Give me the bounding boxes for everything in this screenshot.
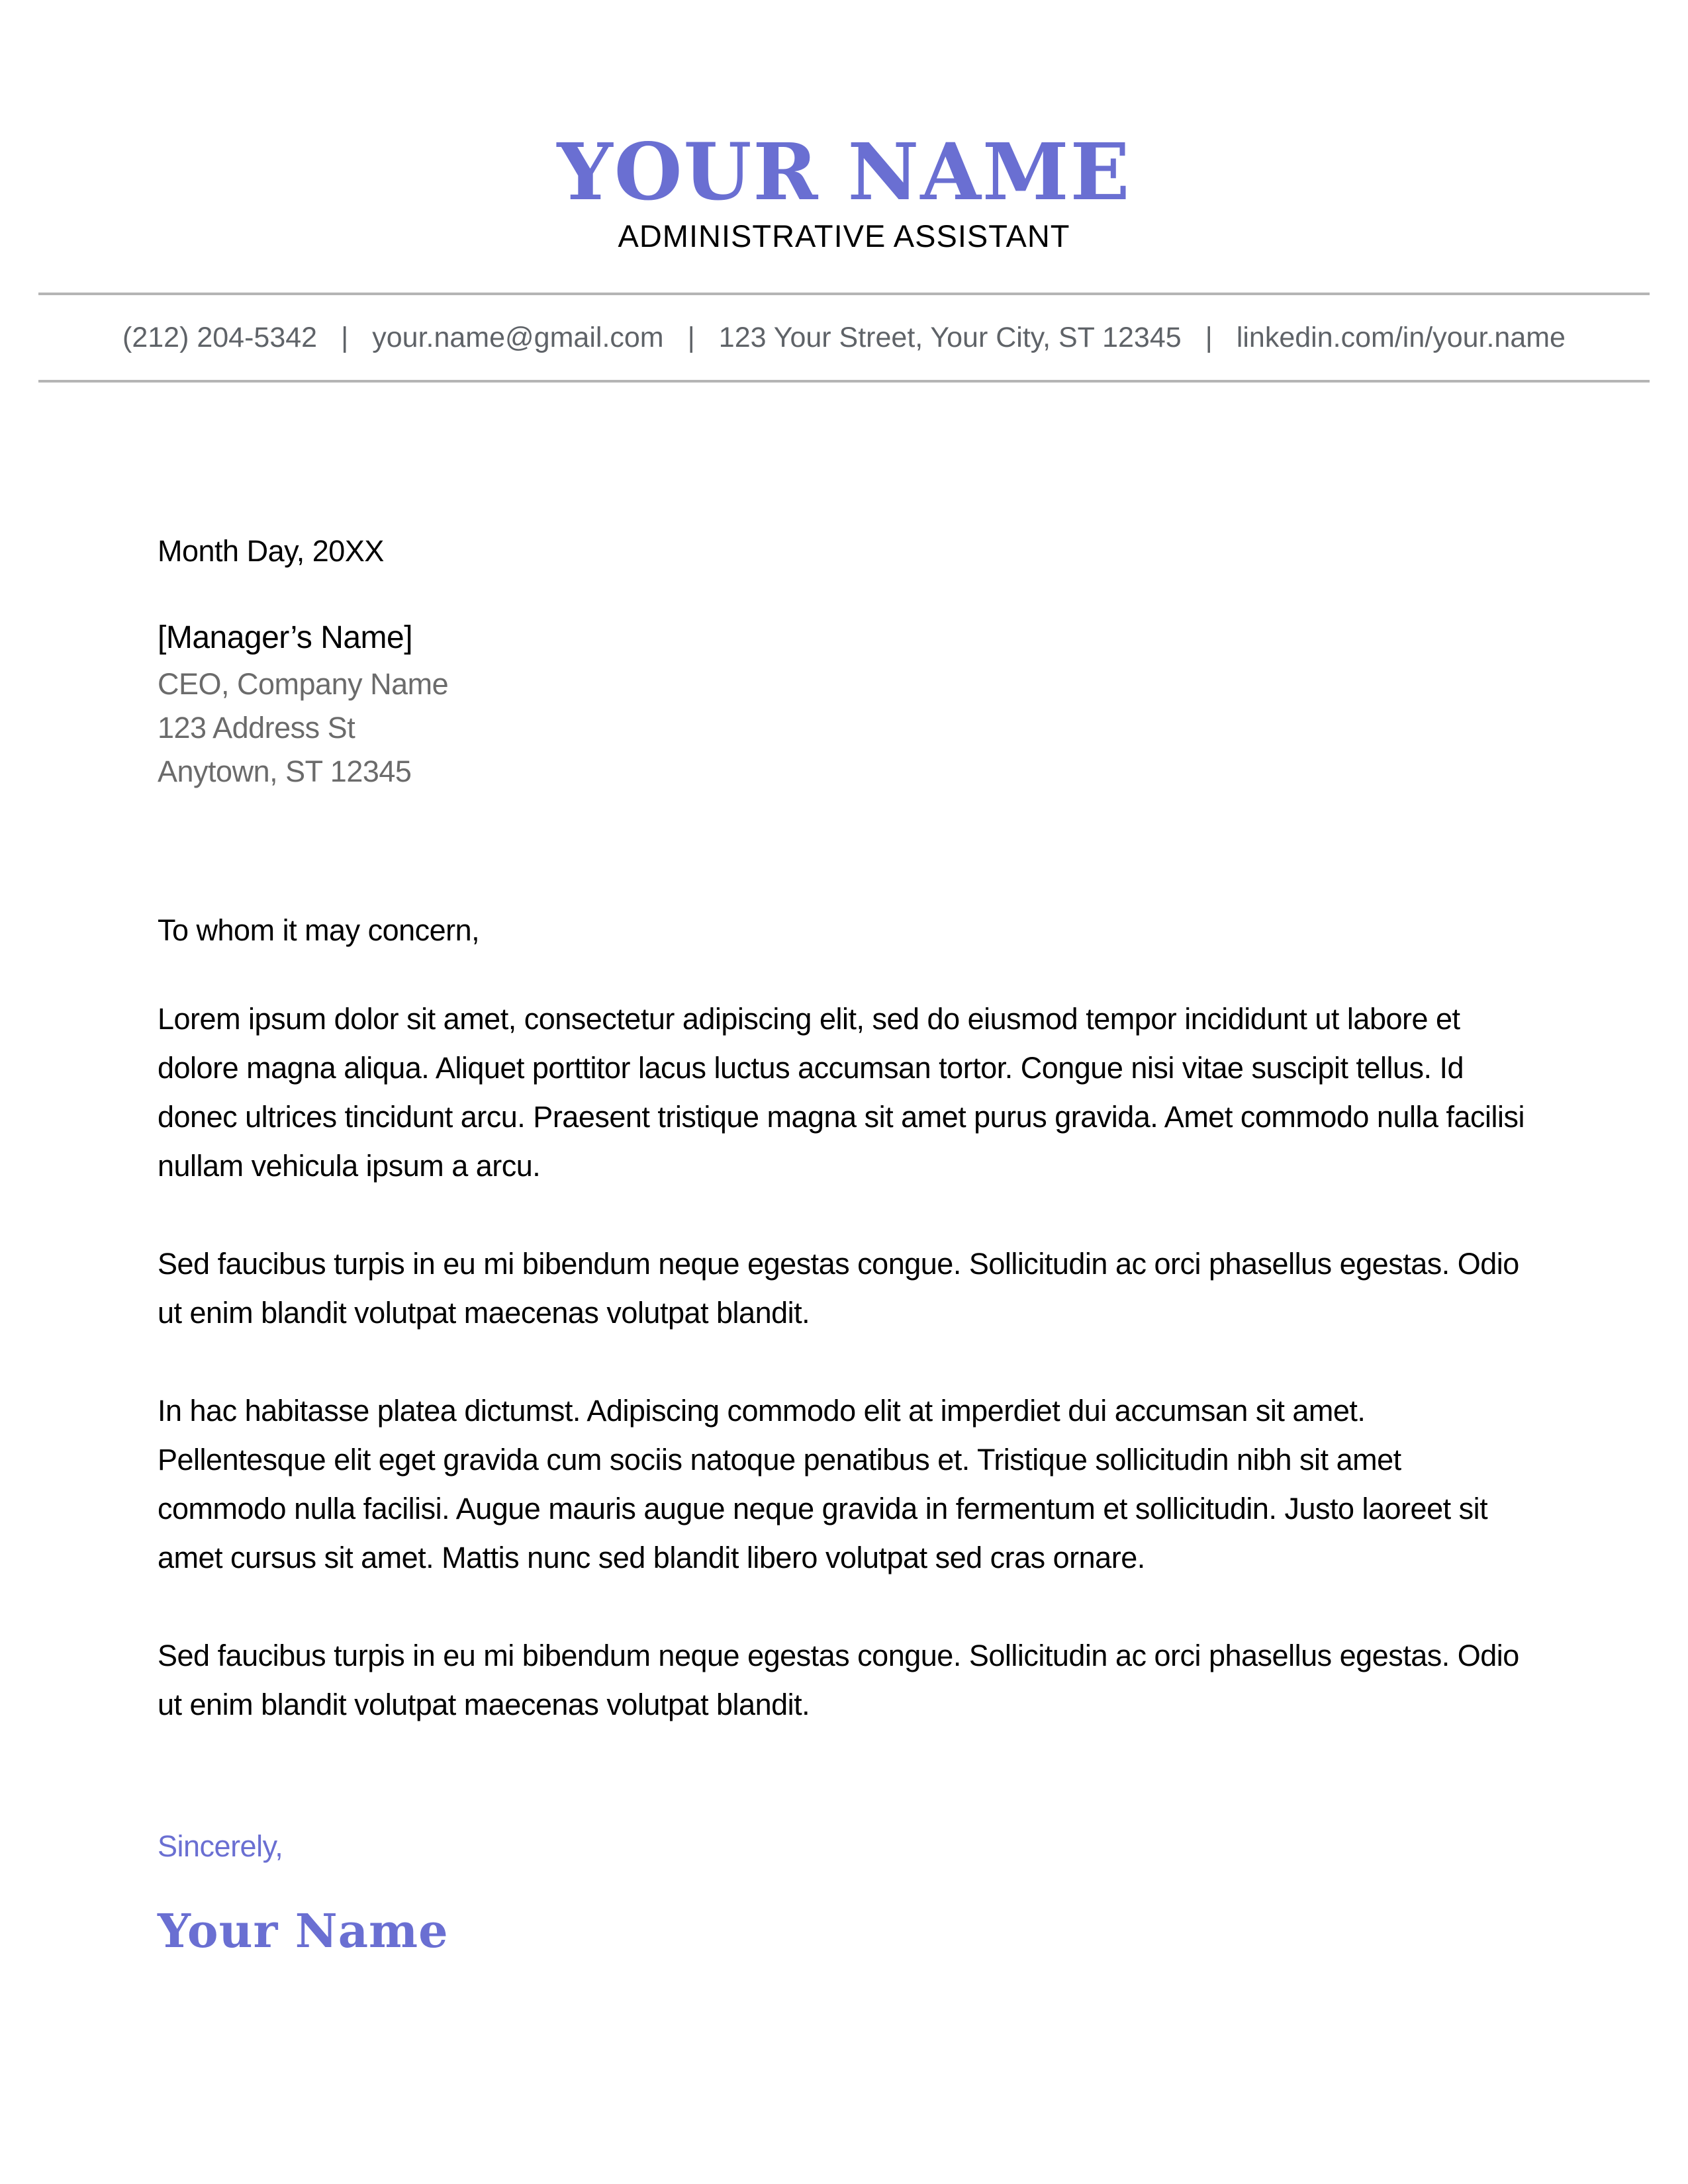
recipient-address-line2: Anytown, ST 12345 <box>158 754 412 788</box>
body-paragraph-3: In hac habitasse platea dictumst. Adipiscing commodo elit at imperdiet dui accumsan sit amet. Pellentesque elit eget gravida cum sociis natoque penatibus et. Tristique sollicitudin nibh sit amet commodo nulla facilisi. Augue mauris augue neque gravida in fermentum et sollicitudin. Justo laoreet sit amet cursus sit amet. Mattis nunc sed blandit libero volutpat sed cras ornare. <box>158 1394 1488 1574</box>
separator: | <box>1205 322 1213 353</box>
email-text: your.name@gmail.com <box>372 322 664 353</box>
phone-text: (212) 204-5342 <box>122 322 318 353</box>
salutation-text: To whom it may concern, <box>158 913 480 947</box>
body-paragraph-2: Sed faucibus turpis in eu mi bibendum neque egestas congue. Sollicitudin ac orci phasellus egestas. Odio ut enim blandit volutpat maecenas volutpat blandit. <box>158 1247 1519 1330</box>
header-title: ADMINISTRATIVE ASSISTANT <box>618 218 1070 253</box>
date-text: Month Day, 20XX <box>158 534 384 568</box>
separator: | <box>341 322 349 353</box>
recipient-name: [Manager’s Name] <box>158 620 413 655</box>
body-paragraph-1: Lorem ipsum dolor sit amet, consectetur adipiscing elit, sed do eiusmod tempor incididunt ut labore et dolore magna aliqua. Aliquet porttitor lacus luctus accumsan tortor. Congue nisi vitae suscipit tellus. Id donec ultrices tincidunt arcu. Praesent tristique magna sit amet purus gravida. Amet commodo nulla facilisi nullam vehicula ipsum a arcu. <box>158 1002 1525 1183</box>
divider-bottom <box>38 380 1650 383</box>
signature-text: Your Name <box>158 1903 449 1958</box>
body-paragraph-4: Sed faucibus turpis in eu mi bibendum neque egestas congue. Sollicitudin ac orci phasellus egestas. Odio ut enim blandit volutpat maecenas volutpat blandit. <box>158 1639 1519 1721</box>
recipient-details <box>158 662 1529 794</box>
linkedin-text: linkedin.com/in/your.name <box>1236 322 1566 353</box>
header-name: YOUR NAME <box>557 126 1131 218</box>
address-text: 123 Your Street, Your City, ST 12345 <box>718 322 1182 353</box>
closing-text: Sincerely, <box>158 1829 283 1863</box>
contact-bar <box>0 295 1688 380</box>
header <box>0 126 1688 253</box>
letter-body <box>158 527 1529 1961</box>
separator: | <box>687 322 695 353</box>
recipient-title: CEO, Company Name <box>158 667 449 701</box>
recipient-address-line1: 123 Address St <box>158 711 355 745</box>
